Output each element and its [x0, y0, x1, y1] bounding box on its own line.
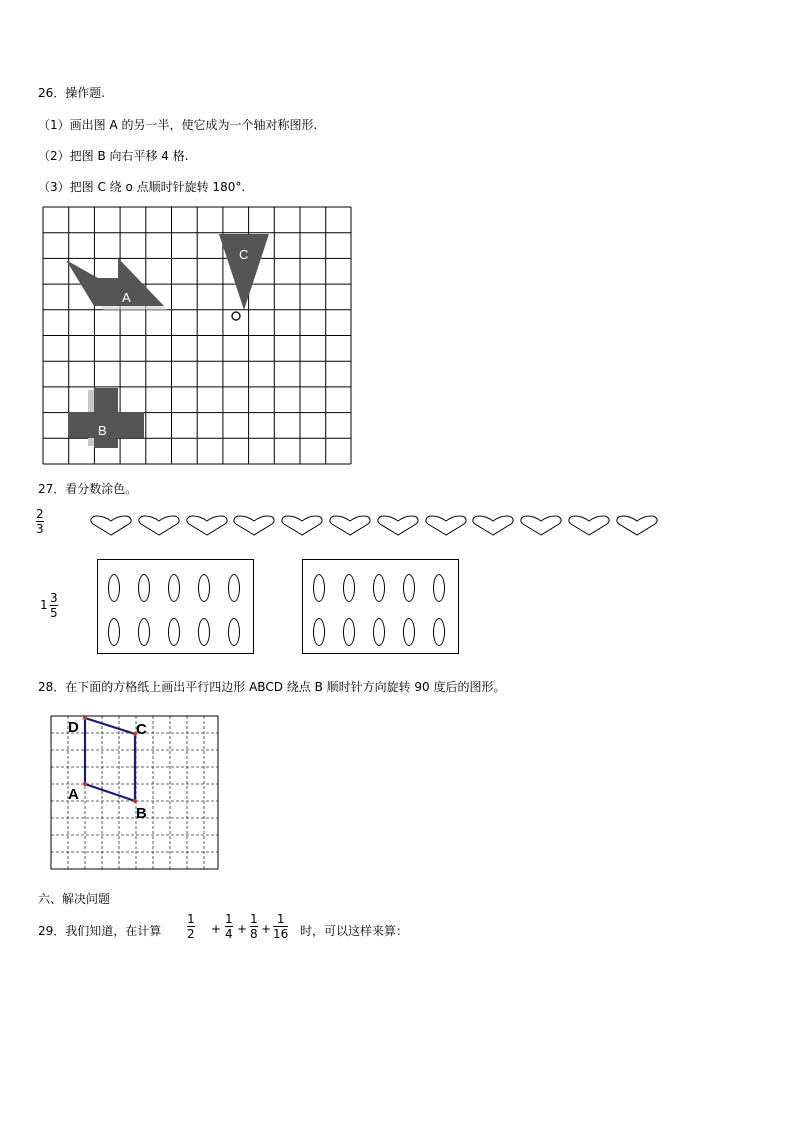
heart-shape[interactable] — [233, 514, 275, 536]
heart-shape[interactable] — [138, 514, 180, 536]
q27-frac1-den: 3 — [36, 522, 44, 536]
heart-shape[interactable] — [281, 514, 323, 536]
oval-shape[interactable] — [403, 574, 415, 602]
q29-f2-num: 1 — [225, 912, 233, 926]
q27-frac2-num: 3 — [50, 591, 58, 605]
q26-sub1: （1）画出图 A 的另一半，使它成为一个轴对称图形. — [38, 118, 318, 132]
oval-shape[interactable] — [198, 574, 210, 602]
oval-shape[interactable] — [343, 574, 355, 602]
q29-suffix: 时，可以这样来算： — [300, 924, 409, 938]
heart-shape[interactable] — [425, 514, 467, 536]
point-a — [83, 782, 87, 786]
section-6-title: 六、解决问题 — [38, 892, 111, 906]
shape-c-label: C — [239, 247, 249, 262]
shape-a — [66, 258, 164, 306]
q27-oval-box-2 — [302, 559, 459, 654]
label-c: C — [136, 721, 147, 738]
q29-frac-1-2 — [187, 912, 195, 941]
q29-frac-1-4 — [225, 912, 233, 941]
heart-shape[interactable] — [616, 514, 658, 536]
q29-f3-num: 1 — [250, 912, 258, 926]
heart-shape[interactable] — [186, 514, 228, 536]
q27-frac2-den: 5 — [50, 606, 58, 620]
q29-plus1: + — [211, 922, 222, 936]
q29-plus2: + — [237, 922, 248, 936]
oval-shape[interactable] — [168, 574, 180, 602]
q27-frac1-num: 2 — [36, 507, 44, 521]
oval-shape[interactable] — [228, 618, 240, 646]
oval-shape[interactable] — [108, 618, 120, 646]
q28-title: 28．在下面的方格纸上画出平行四边形 ABCD 绕点 B 顺时针方向旋转 90 度后的图形。 — [38, 680, 506, 694]
q27-mixed-whole: 1 — [40, 598, 48, 612]
point-o — [232, 312, 240, 320]
q27-fraction-3-5 — [50, 591, 58, 620]
point-b — [133, 799, 137, 803]
point-d — [83, 716, 87, 720]
shape-b — [68, 388, 144, 448]
shape-a-label: A — [122, 290, 131, 305]
q27-title: 27．看分数涂色。 — [38, 482, 138, 496]
oval-shape[interactable] — [373, 574, 385, 602]
oval-shape[interactable] — [313, 574, 325, 602]
q29-f1-num: 1 — [187, 912, 195, 926]
q27-oval-box-1 — [97, 559, 254, 654]
q26-title: 26．操作题. — [38, 86, 106, 100]
heart-shape[interactable] — [90, 514, 132, 536]
q29-f4-den: 16 — [273, 927, 289, 941]
heart-shape[interactable] — [329, 514, 371, 536]
q26-sub3: （3）把图 C 绕 o 点顺时针旋转 180°. — [38, 180, 246, 194]
label-a: A — [68, 786, 79, 803]
oval-shape[interactable] — [403, 618, 415, 646]
label-b: B — [136, 805, 147, 822]
q28-grid — [50, 715, 220, 871]
parallelogram-abcd — [85, 718, 135, 801]
q29-f3-den: 8 — [250, 927, 258, 941]
label-d: D — [68, 719, 79, 736]
oval-shape[interactable] — [433, 574, 445, 602]
heart-shape[interactable] — [568, 514, 610, 536]
shape-c — [219, 234, 269, 310]
q29-plus3: + — [261, 922, 272, 936]
oval-shape[interactable] — [433, 618, 445, 646]
oval-shape[interactable] — [343, 618, 355, 646]
oval-shape[interactable] — [373, 618, 385, 646]
heart-shape[interactable] — [520, 514, 562, 536]
q29-f4-num: 1 — [276, 912, 285, 926]
oval-shape[interactable] — [168, 618, 180, 646]
oval-shape[interactable] — [138, 574, 150, 602]
oval-shape[interactable] — [198, 618, 210, 646]
heart-shape[interactable] — [472, 514, 514, 536]
oval-shape[interactable] — [108, 574, 120, 602]
q26-grid — [40, 204, 354, 470]
q27-fraction-2-3 — [36, 507, 44, 536]
q29-prefix: 29．我们知道，在计算 — [38, 924, 162, 938]
oval-shape[interactable] — [138, 618, 150, 646]
oval-shape[interactable] — [313, 618, 325, 646]
q29-f1-den: 2 — [187, 927, 195, 941]
shape-b-label: B — [98, 423, 107, 438]
q26-sub2: （2）把图 B 向右平移 4 格. — [38, 149, 189, 163]
q29-frac-1-8 — [250, 912, 258, 941]
oval-shape[interactable] — [228, 574, 240, 602]
q29-frac-1-16 — [273, 912, 288, 941]
heart-shape[interactable] — [377, 514, 419, 536]
q29-f2-den: 4 — [225, 927, 233, 941]
